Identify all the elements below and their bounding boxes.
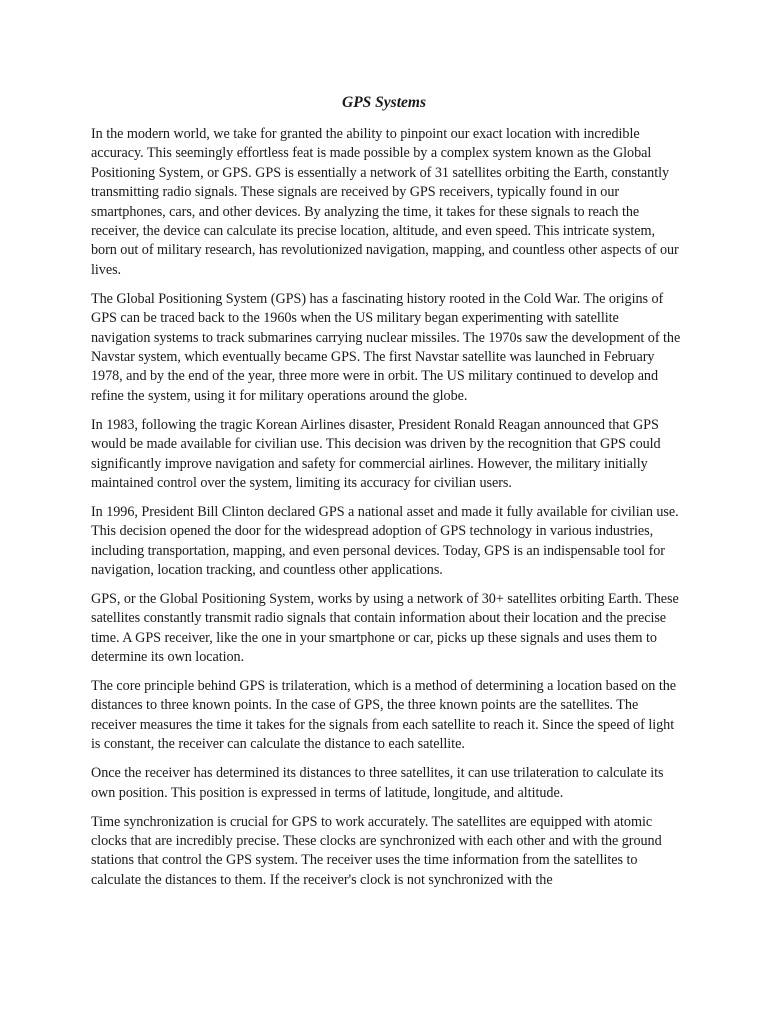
paragraph-how-it-works: GPS, or the Global Positioning System, works by using a network of 30+ satellites orbiting Earth. These satellites constantly transmit radio signals that contain information about their location and the precise time. A GPS receiver, like the one in your smartphone or car, picks up these signals and uses them to determine its own location. (91, 590, 679, 666)
document-body (91, 125, 681, 900)
paragraph-position: Once the receiver has determined its distances to three satellites, it can use trilateration to calculate its own position. This position is expressed in terms of latitude, longitude, and altitude. (91, 765, 664, 801)
paragraph-full-availability: In 1996, President Bill Clinton declared GPS a national asset and made it fully available for civilian use. This decision opened the door for the widespread adoption of GPS technology in various industries, including transportation, mapping, and even personal devices. Today, GPS is an indispensable tool for navigation, location tracking, and countless other applications. (91, 503, 679, 579)
paragraph-civilian-announcement: In 1983, following the tragic Korean Airlines disaster, President Ronald Reagan announced that GPS would be made available for civilian use. This decision was driven by the recognition that GPS could significantly improve navigation and safety for commercial airlines. However, the military initially maintained control over the system, limiting its accuracy for civilian users. (91, 416, 661, 491)
paragraph-intro: In the modern world, we take for granted the ability to pinpoint our exact location with incredible accuracy. This seemingly effortless feat is made possible by a complex system known as the Global Positioning System, or GPS. GPS is essentially a network of 31 satellites orbiting the Earth, constantly transmitting radio signals. These signals are received by GPS receivers, typically found in our smartphones, cars, and other devices. By analyzing the time, it takes for these signals to reach the receiver, the device can calculate its precise location, altitude, and even speed. This intricate system, born out of military research, has revolutionized navigation, mapping, and countless other aspects of our lives. (91, 126, 679, 278)
page-title: GPS Systems (342, 94, 426, 111)
paragraph-time-sync: Time synchronization is crucial for GPS to work accurately. The satellites are equipped with atomic clocks that are incredibly precise. These clocks are synchronized with each other and with the ground stations that control the GPS system. The receiver uses the time information from the satellites to calculate the distances to them. If the receiver's clock is not synchronized with the (91, 813, 662, 888)
paragraph-trilateration: The core principle behind GPS is trilateration, which is a method of determining a location based on the distances to three known points. In the case of GPS, the three known points are the satellites. The receiver measures the time it takes for the signals from each satellite to reach it. Since the speed of light is constant, the receiver can calculate the distance to each satellite. (91, 678, 677, 753)
paragraph-history: The Global Positioning System (GPS) has a fascinating history rooted in the Cold War. The origins of GPS can be traced back to the 1960s when the US military began experimenting with satellite navigation systems to track submarines carrying nuclear missiles. The 1970s saw the development of the Navstar system, which eventually became GPS. The first Navstar satellite was launched in February 1978, and by the end of the year, three more were in orbit. The US military continued to develop and refine the system, using it for military operations around the globe. (91, 290, 681, 404)
